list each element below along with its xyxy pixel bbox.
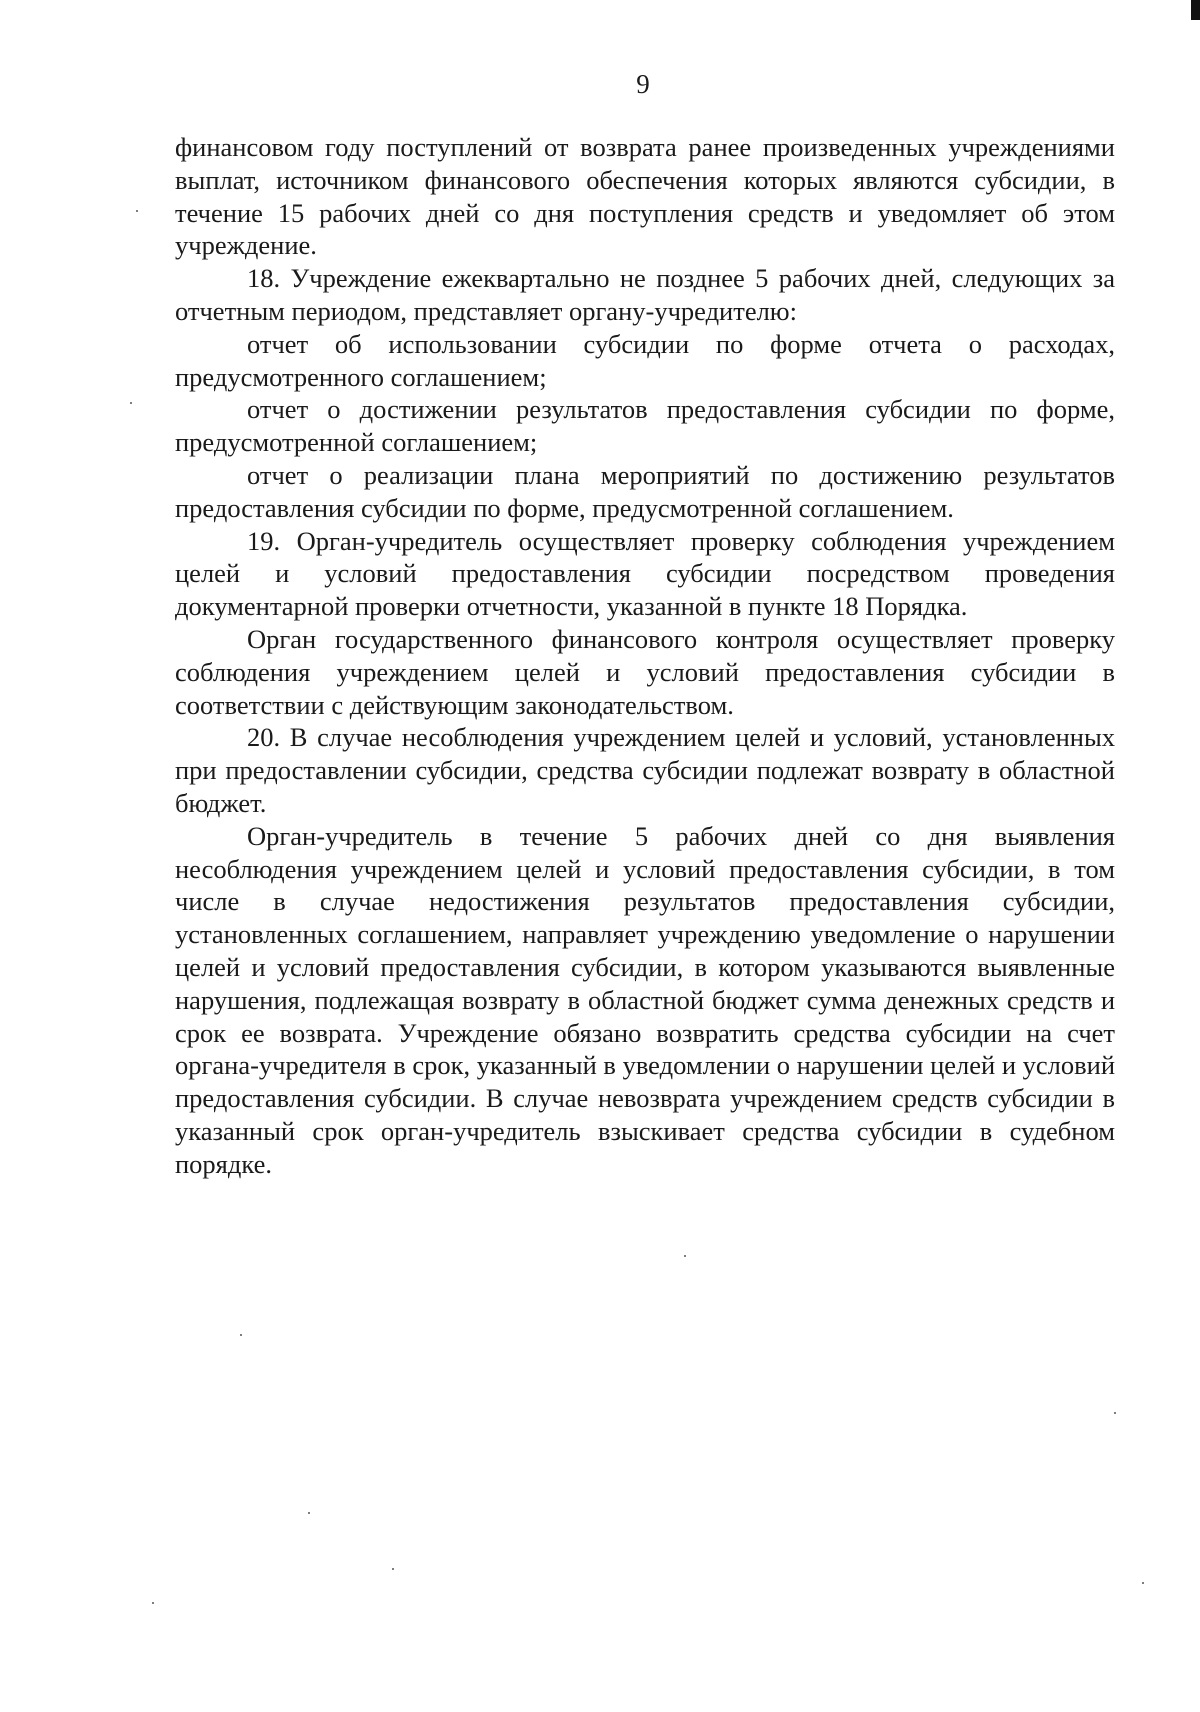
paragraph-financial-control: Орган государственного финансового контроля осуществляет проверку соблюдения учреждением целей и условий предоставления субсидии в соответствии с действующим законодательством. (175, 623, 1115, 720)
scan-speck (240, 1334, 242, 1336)
paragraph-item-18: 18. Учреждение ежеквартально не позднее 5 рабочих дней, следующих за отчетным периодом, представляет органу-учредителю: (175, 263, 1115, 326)
paragraph-item-20: 20. В случае несоблюдения учреждением целей и условий, установленных при предоставлении субсидии, средства субсидии подлежат возврату в областной бюджет. (175, 722, 1115, 818)
scan-speck (684, 1255, 686, 1257)
scan-speck (1142, 1582, 1144, 1584)
scan-speck (1114, 1412, 1116, 1414)
paragraph-report-results: отчет о достижении результатов предоставления субсидии по форме, предусмотренной соглашением; (175, 394, 1115, 458)
scan-speck (392, 1568, 394, 1570)
paragraph-report-plan: отчет о реализации плана мероприятий по достижению результатов предоставления субсидии по форме, предусмотренной соглашением. (175, 459, 1115, 523)
scan-speck (136, 210, 138, 212)
page-number: 9 (636, 69, 650, 99)
paragraph-notification: Орган-учредитель в течение 5 рабочих дней со дня выявления несоблюдения учреждением целей и условий предоставления субсидии, в том числе в случае недостижения результатов предоставления субсидии, установленных соглашением, направляет учреждению уведомление о нарушении целей и условий предоставления субсидии, в котором указываются выявленные нарушения, подлежащая возврату в областной бюджет сумма денежных средств и срок ее возврата. Учреждение обязано возвратить средства субсидии на счет органа-учредителя в срок, указанный в уведомлении о нарушении целей и условий предоставления субсидии. В случае невозврата учреждением средств субсидии в указанный срок орган-учредитель взыскивает средства субсидии в судебном порядке. (175, 820, 1115, 1179)
paragraph-report-usage: отчет об использовании субсидии по форме отчета о расходах, предусмотренного соглашением; (175, 328, 1115, 392)
scan-speck (130, 402, 132, 404)
paragraph-item-19: 19. Орган-учредитель осуществляет проверку соблюдения учреждением целей и условий предоставления субсидии посредством проведения документарной проверки отчетности, указанной в пункте 18 Порядка. (175, 525, 1115, 622)
scan-corner-mark (1191, 0, 1200, 20)
scan-speck (152, 1602, 154, 1604)
scan-speck (308, 1512, 310, 1514)
paragraph-continuation: финансовом году поступлений от возврата ранее произведенных учреждениями выплат, источником финансового обеспечения которых являются субсидии, в течение 15 рабочих дней со дня поступления средств и уведомляет об этом учреждение. (175, 132, 1115, 261)
document-body (175, 131, 1115, 1181)
